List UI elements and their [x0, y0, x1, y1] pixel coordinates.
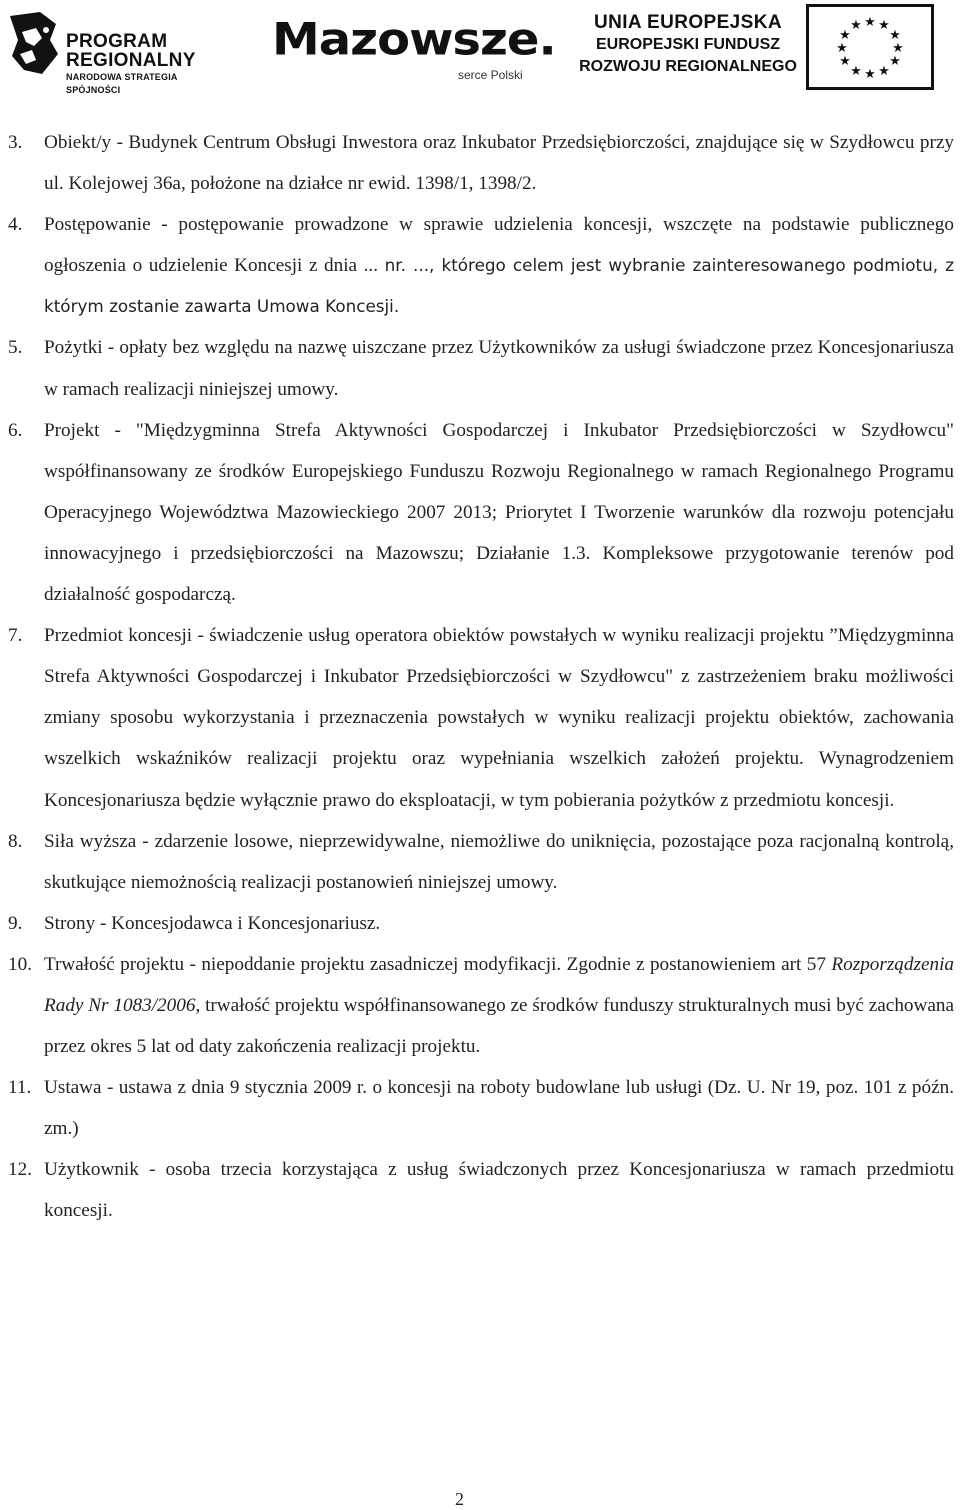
item-number: 11.	[8, 1077, 32, 1099]
item-number: 10.	[8, 953, 32, 975]
mazowsze-subtitle: serce Polski	[458, 68, 523, 82]
svg-text:★: ★	[878, 18, 890, 33]
svg-text:★: ★	[850, 18, 862, 33]
svg-text:★: ★	[850, 64, 862, 79]
svg-text:★: ★	[836, 41, 848, 56]
svg-text:★: ★	[864, 15, 876, 30]
item-text: Projekt - "Międzygminna Strefa Aktywności Gospodarczej i Inkubator Przedsiębiorczości w Szydłowcu" współfinansowany ze środków Europejskiego Funduszu Rozwoju Regionalnego w ramach Regionalnego Programu Operacyjnego Województwa Mazowieckiego 2007 2013; Priorytet I Tworzenie warunków dla rozwoju potencjału innowacyjnego i przedsiębiorczości na Mazowszu; Działanie 1.3. Kompleksowe przygotowanie terenów pod działalność gospodarczą.	[44, 419, 954, 606]
svg-text:★: ★	[839, 54, 851, 69]
item-text-end: , trwałość projektu współfinansowanego ze środków funduszy strukturalnych musi być zachowana przez okres 5 lat od daty zakończenia realizacji projektu.	[44, 994, 954, 1058]
item-text: Trwałość projektu - niepoddanie projektu zasadniczej modyfikacji. Zgodnie z postanowieniem art 57	[44, 953, 832, 975]
item-number: 9.	[8, 912, 23, 934]
item-number: 7.	[8, 625, 23, 647]
item-number: 8.	[8, 830, 23, 852]
item-text: Przedmiot koncesji - świadczenie usług operatora obiektów powstałych w wyniku realizacji projektu ”Międzygminna Strefa Aktywności Gospodarczej i Inkubator Przedsiębiorczości w Szydłowcu" z zastrzeżeniem braku możliwości zmiany sposobu wykorzystania i przeznaczenia powstałych w wyniku realizacji projektu obiektów, zachowania wszelkich wskaźników realizacji projektu oraz wypełniania wszelkich założeń projektu. Wynagrodzeniem Koncesjonariusza będzie wyłącznie prawo do eksploatacji, w tym pobierania pożytków z przedmiotu koncesji.	[44, 625, 954, 811]
list-item-4	[8, 204, 954, 327]
list-item-12	[8, 1149, 954, 1231]
item-number: 4.	[8, 214, 23, 236]
list-item-5	[8, 327, 954, 409]
svg-text:★: ★	[892, 41, 904, 56]
item-text-continuation: nr. ..., którego celem jest wybranie zainteresowanego podmiotu, z którym zostanie zawarta Umowa Koncesji.	[44, 255, 954, 317]
definitions-list	[8, 122, 954, 1232]
eu-text-line3: ROZWOJU REGIONALNEGO	[579, 58, 797, 75]
item-number: 3.	[8, 132, 23, 153]
list-item-6	[8, 410, 954, 615]
eu-flag-icon	[806, 4, 934, 90]
item-text: Ustawa - ustawa z dnia 9 stycznia 2009 r. o koncesji na roboty budowlane lub usługi (Dz. U. Nr 19, poz. 101 z późn. zm.)	[44, 1077, 954, 1140]
item-text: Użytkownik - osoba trzecia korzystająca z usług świadczonych przez Koncesjonariusza w ramach przedmiotu koncesji.	[44, 1159, 954, 1222]
item-number: 5.	[8, 337, 23, 359]
svg-text:★: ★	[839, 28, 851, 43]
item-text: Obiekt/y - Budynek Centrum Obsługi Inwestora oraz Inkubator Przedsiębiorczości, znajdujące się w Szydłowcu przy ul. Kolejowej 36a, położone na działce nr ewid. 1398/1, 1398/2.	[44, 132, 954, 195]
mazowsze-logo	[272, 10, 562, 88]
svg-text:★: ★	[889, 28, 901, 43]
eu-stars-icon	[809, 7, 931, 87]
program-regionalny-logo	[6, 4, 226, 95]
item-number: 6.	[8, 419, 23, 441]
list-item-9	[8, 903, 954, 944]
program-regionalny-emblem-icon	[6, 10, 60, 78]
item-text: Strony - Koncesjodawca i Koncesjonariusz.	[44, 912, 381, 934]
list-item-11	[8, 1067, 954, 1149]
logo-text-regionalny: REGIONALNY	[66, 50, 196, 71]
eu-logo-text	[578, 12, 798, 88]
list-item-3	[8, 122, 954, 204]
logo-text-strategia: NARODOWA STRATEGIA SPÓJNOŚCI	[66, 72, 178, 95]
eu-text-line2: EUROPEJSKI FUNDUSZ	[595, 36, 781, 53]
regulation-citation: Rozporządzenia Rady Nr 1083/2006	[44, 953, 954, 1016]
svg-text:★: ★	[864, 67, 876, 82]
svg-text:★: ★	[889, 54, 901, 69]
eu-text-line1: UNIA EUROPEJSKA	[594, 12, 782, 33]
logo-text-program: PROGRAM	[66, 31, 168, 52]
list-item-7	[8, 615, 954, 820]
page-header	[0, 0, 960, 100]
list-item-10	[8, 944, 954, 1067]
item-number: 12.	[8, 1159, 32, 1181]
item-text: Pożytki - opłaty bez względu na nazwę uiszczane przez Użytkowników za usługi świadczone przez Koncesjonariusza w ramach realizacji niniejszej umowy.	[44, 337, 954, 400]
page-number: 2	[455, 1489, 464, 1509]
svg-text:★: ★	[878, 64, 890, 79]
item-text: Siła wyższa - zdarzenie losowe, nieprzewidywalne, niemożliwe do uniknięcia, pozostające poza racjonalną kontrolą, skutkujące niemożnością realizacji postanowień niniejszej umowy.	[44, 830, 954, 893]
mazowsze-wordmark: Mazowsze.	[272, 14, 556, 66]
item-text: Postępowanie - postępowanie prowadzone w sprawie udzielenia koncesji, wszczęte na podstawie publicznego ogłoszenia o udzielenie Koncesji z dnia ...	[44, 214, 954, 277]
list-item-8	[8, 821, 954, 903]
